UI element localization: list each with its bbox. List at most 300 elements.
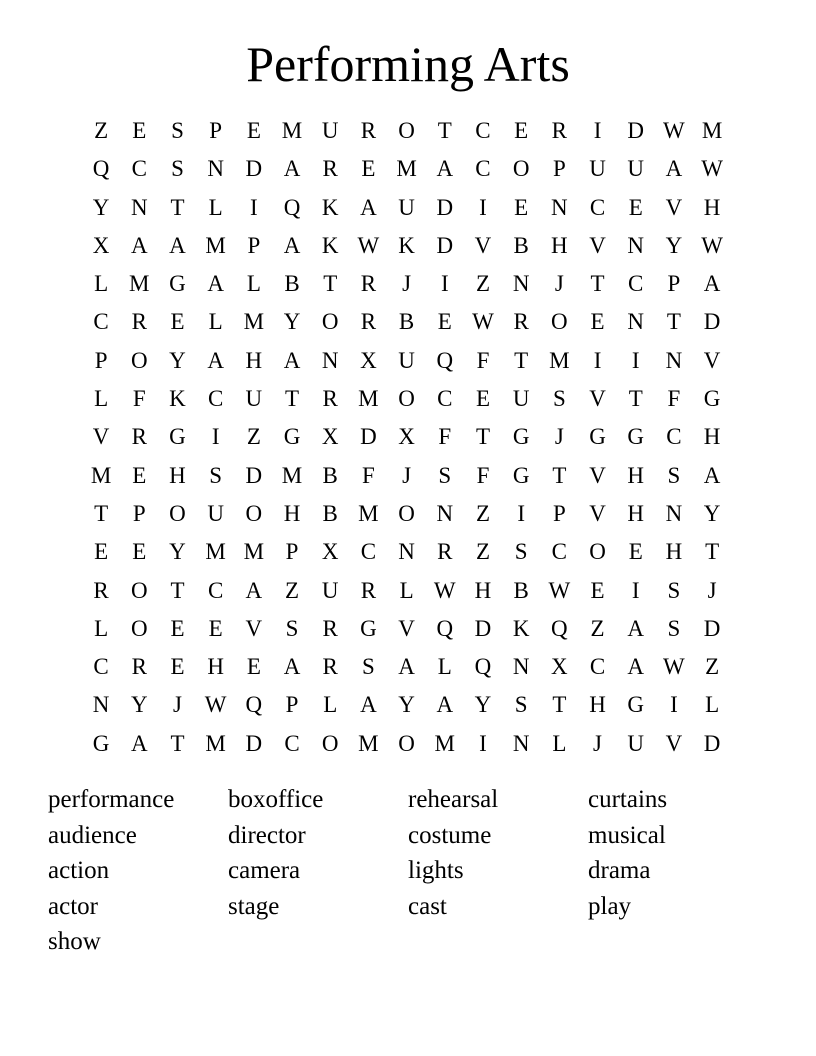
grid-letter: O (321, 309, 339, 335)
grid-letter: C (93, 309, 109, 335)
grid-letter: F (667, 386, 681, 412)
grid-letter: I (250, 194, 258, 220)
grid-letter: C (284, 730, 300, 756)
grid-letter: E (475, 386, 490, 412)
grid-letter: M (90, 462, 112, 488)
grid-letter: M (358, 386, 379, 412)
grid-letter: U (589, 156, 606, 182)
grid-letter: A (245, 577, 263, 603)
grid-letter: L (94, 271, 109, 297)
grid-letter: K (321, 194, 339, 220)
grid-letter: A (283, 654, 301, 680)
grid-letter: C (131, 156, 147, 182)
grid-letter: P (94, 347, 108, 373)
grid-letter: T (170, 194, 185, 220)
grid-letter: S (209, 462, 223, 488)
grid-letter: W (433, 577, 456, 603)
grid-letter: H (169, 462, 186, 488)
grid-letter: U (512, 386, 530, 412)
grid-letter: E (514, 194, 529, 220)
grid-letter: O (130, 615, 148, 641)
grid-letter: X (92, 232, 110, 258)
grid-letter: J (593, 730, 602, 756)
grid-letter: L (705, 692, 720, 718)
grid-letter: T (323, 271, 338, 297)
grid-letter: C (589, 194, 606, 220)
grid-letter: P (667, 271, 681, 297)
grid-letter: R (322, 156, 338, 182)
grid-letter: W (204, 692, 227, 718)
grid-letter: X (551, 654, 568, 680)
grid-letter: R (360, 577, 377, 603)
grid-letter: A (703, 462, 721, 488)
grid-letter: G (512, 462, 530, 488)
grid-letter: E (170, 654, 185, 680)
word-list-item: show (48, 928, 101, 956)
grid-letter: V (92, 424, 110, 450)
grid-letter: W (548, 577, 571, 603)
grid-letter: R (360, 118, 377, 143)
word-list-item: action (48, 857, 110, 885)
grid-letter: A (283, 232, 301, 258)
grid-letter: Q (551, 615, 568, 641)
grid-letter: Y (398, 692, 415, 718)
grid-letter: D (245, 156, 263, 182)
grid-letter: Z (475, 500, 490, 526)
grid-letter: T (94, 500, 109, 526)
grid-letter: H (627, 500, 645, 526)
grid-letter: L (94, 615, 109, 641)
grid-letter: N (512, 271, 530, 297)
grid-letter: B (322, 500, 338, 526)
grid-letter: S (362, 654, 375, 680)
grid-letter: D (436, 232, 454, 258)
grid-letter: A (703, 271, 721, 297)
grid-letter: M (205, 730, 226, 756)
grid-letter: C (207, 386, 224, 412)
grid-letter: A (130, 730, 148, 756)
grid-letter: T (170, 577, 185, 603)
grid-letter: H (703, 424, 721, 450)
grid-letter: N (512, 730, 530, 756)
grid-letter: I (631, 577, 640, 603)
grid-letter: P (285, 539, 299, 565)
grid-letter: F (476, 347, 490, 373)
grid-letter: T (514, 347, 529, 373)
grid-letter: A (398, 654, 415, 680)
grid-letter: Q (436, 347, 454, 373)
grid-letter: E (132, 118, 147, 143)
grid-letter: X (360, 347, 377, 373)
grid-letter: R (131, 654, 147, 680)
grid-letter: S (285, 615, 299, 641)
grid-letter: O (169, 500, 186, 526)
grid-letter: R (322, 654, 338, 680)
grid-letter: Y (130, 692, 148, 718)
grid-letter: G (169, 271, 186, 297)
grid-letter: B (398, 309, 415, 335)
page-title: Performing Arts (246, 36, 570, 92)
grid-letter: Y (169, 347, 186, 373)
grid-letter: I (593, 347, 602, 373)
word-list-item: audience (48, 821, 137, 849)
grid-letter: V (665, 194, 683, 220)
grid-letter: C (360, 539, 377, 565)
grid-letter: U (398, 194, 415, 220)
grid-letter: F (438, 424, 452, 450)
grid-letter: X (321, 424, 339, 450)
word-list-item: stage (228, 892, 280, 920)
grid-letter: Q (436, 615, 454, 641)
grid-letter: E (628, 539, 643, 565)
grid-letter: I (593, 118, 602, 143)
grid-letter: Y (169, 539, 186, 565)
grid-letter: A (436, 692, 454, 718)
grid-letter: E (437, 309, 452, 335)
grid-letter: U (398, 347, 415, 373)
grid-letter: G (589, 424, 606, 450)
grid-letter: A (283, 347, 301, 373)
grid-letter: P (209, 118, 223, 143)
grid-letter: J (554, 271, 564, 297)
grid-letter: P (552, 500, 566, 526)
grid-letter: K (398, 232, 415, 258)
grid-letter: D (436, 194, 454, 220)
grid-letter: P (285, 692, 299, 718)
grid-letter: O (130, 347, 148, 373)
grid-letter: R (131, 424, 147, 450)
grid-letter: T (552, 692, 567, 718)
word-list-item: musical (588, 821, 666, 849)
grid-letter: J (707, 577, 717, 603)
grid-letter: G (512, 424, 530, 450)
grid-letter: H (703, 194, 721, 220)
grid-letter: P (552, 156, 566, 182)
grid-letter: T (552, 462, 567, 488)
grid-letter: R (551, 118, 568, 143)
word-list-item: cast (408, 892, 447, 920)
grid-letter: Y (92, 194, 110, 220)
grid-letter: Z (475, 271, 490, 297)
grid-letter: I (479, 194, 487, 220)
grid-letter: N (321, 347, 339, 373)
grid-letter: S (667, 462, 681, 488)
word-list-item: boxoffice (228, 786, 324, 813)
grid-letter: H (589, 692, 606, 718)
grid-letter: I (211, 424, 220, 450)
grid-letter: E (246, 654, 261, 680)
grid-letter: L (246, 271, 261, 297)
grid-letter: E (628, 194, 643, 220)
word-list-item: rehearsal (408, 786, 499, 813)
grid-letter: U (321, 577, 339, 603)
grid-letter: N (627, 232, 645, 258)
grid-letter: V (474, 232, 492, 258)
grid-letter: O (398, 730, 415, 756)
grid-letter: H (665, 539, 683, 565)
grid-letter: M (701, 118, 723, 143)
word-list-item: drama (588, 857, 651, 885)
grid-letter: M (243, 539, 265, 565)
grid-letter: W (701, 156, 723, 182)
grid-letter: O (512, 156, 530, 182)
grid-letter: U (627, 730, 645, 756)
grid-letter: N (512, 654, 530, 680)
grid-letter: B (513, 232, 529, 258)
grid-letter: V (589, 462, 606, 488)
grid-letter: T (437, 118, 452, 143)
grid-letter: E (361, 156, 376, 182)
grid-letter: G (703, 386, 721, 412)
grid-letter: L (94, 386, 109, 412)
grid-letter: E (246, 118, 261, 143)
grid-letter: Z (590, 615, 605, 641)
grid-letter: C (551, 539, 568, 565)
word-list-item: costume (408, 821, 492, 849)
grid-letter: L (437, 654, 452, 680)
grid-letter: H (551, 232, 568, 258)
grid-letter: I (631, 347, 640, 373)
grid-letter: D (360, 424, 377, 450)
grid-letter: B (513, 577, 529, 603)
grid-letter: I (517, 500, 525, 526)
grid-letter: G (283, 424, 301, 450)
grid-letter: A (360, 194, 377, 220)
grid-letter: I (440, 271, 449, 297)
grid-letter: Z (94, 118, 109, 143)
grid-letter: H (207, 654, 224, 680)
grid-letter: G (627, 424, 645, 450)
grid-letter: Z (705, 654, 720, 680)
grid-letter: E (590, 309, 605, 335)
grid-letter: O (589, 539, 606, 565)
grid-letter: T (590, 271, 605, 297)
grid-letter: B (322, 462, 338, 488)
grid-letter: M (205, 539, 226, 565)
grid-letter: U (321, 118, 339, 143)
grid-letter: W (701, 232, 723, 258)
grid-letter: T (666, 309, 681, 335)
grid-letter: Q (92, 156, 110, 182)
grid-letter: G (92, 730, 110, 756)
grid-letter: T (285, 386, 300, 412)
grid-letter: C (207, 577, 224, 603)
grid-letter: V (245, 615, 263, 641)
grid-letter: T (628, 386, 643, 412)
grid-letter: X (398, 424, 415, 450)
grid-letter: Q (283, 194, 301, 220)
grid-letter: R (360, 309, 377, 335)
grid-letter: N (551, 194, 568, 220)
grid-letter: I (670, 692, 678, 718)
word-list-item: performance (48, 786, 175, 813)
grid-letter: R (93, 577, 109, 603)
grid-letter: E (208, 615, 223, 641)
grid-letter: N (130, 194, 148, 220)
grid-letter: H (474, 577, 492, 603)
grid-letter: H (245, 347, 263, 373)
grid-letter: K (512, 615, 530, 641)
grid-letter: A (207, 347, 224, 373)
grid-letter: C (628, 271, 644, 297)
grid-letter: R (322, 386, 338, 412)
grid-letter: X (321, 539, 339, 565)
grid-letter: A (627, 615, 645, 641)
grid-letter: T (170, 730, 185, 756)
grid-letter: D (245, 730, 263, 756)
grid-letter: C (475, 118, 491, 143)
grid-letter: V (703, 347, 721, 373)
grid-letter: C (93, 654, 109, 680)
grid-letter: P (132, 500, 146, 526)
word-list-item: lights (408, 857, 464, 885)
grid-letter: O (551, 309, 568, 335)
grid-letter: D (627, 118, 645, 143)
grid-letter: G (169, 424, 186, 450)
grid-letter: L (552, 730, 567, 756)
grid-letter: V (398, 615, 415, 641)
grid-letter: Z (246, 424, 261, 450)
grid-letter: O (398, 118, 415, 143)
grid-letter: A (436, 156, 454, 182)
grid-letter: W (663, 118, 685, 143)
word-list-item: curtains (588, 786, 668, 813)
grid-letter: D (703, 730, 721, 756)
grid-letter: R (513, 309, 529, 335)
grid-letter: E (514, 118, 529, 143)
grid-letter: F (132, 386, 146, 412)
grid-letter: N (665, 500, 683, 526)
grid-letter: Y (474, 692, 492, 718)
grid-letter: T (475, 424, 490, 450)
grid-letter: N (436, 500, 454, 526)
grid-letter: T (705, 539, 720, 565)
grid-letter: U (245, 386, 263, 412)
grid-letter: R (322, 615, 338, 641)
grid-letter: E (132, 462, 147, 488)
grid-letter: S (552, 386, 566, 412)
word-list (48, 782, 768, 960)
grid-letter: D (474, 615, 492, 641)
grid-letter: E (170, 309, 185, 335)
grid-letter: J (554, 424, 564, 450)
grid-letter: Q (474, 654, 492, 680)
grid-letter: G (627, 692, 645, 718)
grid-letter: E (94, 539, 109, 565)
grid-letter: K (169, 386, 186, 412)
grid-letter: Q (245, 692, 263, 718)
grid-letter: V (589, 386, 606, 412)
grid-letter: O (321, 730, 339, 756)
grid-letter: W (472, 309, 494, 335)
grid-letter: A (169, 232, 186, 258)
grid-letter: Z (475, 539, 490, 565)
grid-letter: S (514, 539, 528, 565)
grid-letter: B (284, 271, 300, 297)
word-list-item: actor (48, 892, 98, 920)
grid-letter: V (589, 232, 606, 258)
grid-letter: S (667, 615, 681, 641)
grid-letter: A (207, 271, 224, 297)
grid-letter: N (207, 156, 224, 182)
word-list-item: camera (228, 857, 301, 885)
grid-letter: P (247, 232, 261, 258)
grid-letter: H (627, 462, 645, 488)
grid-letter: Y (665, 232, 683, 258)
word-list-item: play (588, 892, 632, 920)
grid-letter: Z (285, 577, 300, 603)
grid-letter: O (398, 500, 415, 526)
grid-letter: Y (283, 309, 301, 335)
grid-letter: J (172, 692, 182, 718)
grid-letter: A (665, 156, 683, 182)
grid-letter: G (360, 615, 377, 641)
grid-letter: L (399, 577, 414, 603)
grid-letter: W (357, 232, 380, 258)
grid-letter: M (434, 730, 455, 756)
grid-letter: S (171, 156, 184, 182)
grid-letter: E (170, 615, 185, 641)
grid-letter: N (398, 539, 415, 565)
grid-letter: U (207, 500, 224, 526)
grid-letter: M (129, 271, 150, 297)
grid-letter: C (475, 156, 491, 182)
grid-letter: S (667, 577, 681, 603)
letter-grid (82, 112, 732, 763)
grid-letter: Y (703, 500, 721, 526)
grid-letter: F (476, 462, 490, 488)
grid-letter: L (323, 692, 338, 718)
grid-letter: D (703, 615, 721, 641)
grid-letter: I (479, 730, 487, 756)
grid-letter: O (398, 386, 415, 412)
grid-letter: M (243, 309, 265, 335)
grid-letter: L (208, 309, 223, 335)
grid-letter: C (666, 424, 682, 450)
grid-letter: A (283, 156, 301, 182)
grid-letter: M (358, 500, 379, 526)
grid-letter: C (437, 386, 453, 412)
grid-letter: M (281, 462, 303, 488)
grid-letter: J (402, 462, 412, 488)
word-list-item: director (228, 821, 306, 849)
grid-letter: S (514, 692, 528, 718)
grid-letter: H (283, 500, 301, 526)
grid-letter: R (131, 309, 147, 335)
grid-letter: M (396, 156, 417, 182)
grid-letter: M (358, 730, 379, 756)
grid-letter: J (402, 271, 412, 297)
grid-letter: S (438, 462, 452, 488)
grid-letter: A (130, 232, 148, 258)
grid-letter: L (208, 194, 223, 220)
grid-letter: S (171, 118, 184, 143)
grid-letter: A (627, 654, 645, 680)
grid-letter: N (92, 692, 110, 718)
grid-letter: V (665, 730, 683, 756)
grid-letter: M (205, 232, 226, 258)
grid-letter: K (321, 232, 339, 258)
grid-letter: O (130, 577, 148, 603)
grid-letter: M (281, 118, 303, 143)
grid-letter: E (132, 539, 147, 565)
grid-letter: E (590, 577, 605, 603)
grid-letter: W (663, 654, 685, 680)
grid-letter: U (627, 156, 645, 182)
grid-letter: A (360, 692, 377, 718)
grid-letter: R (437, 539, 453, 565)
grid-letter: N (665, 347, 683, 373)
